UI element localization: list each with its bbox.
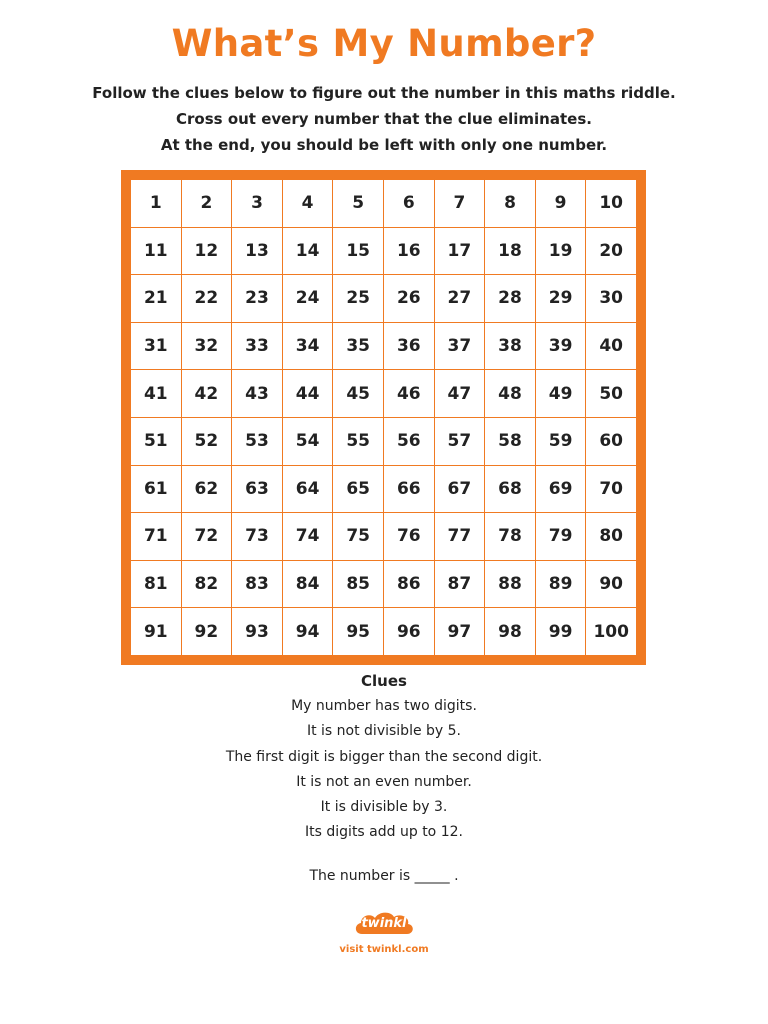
grid-cell[interactable]: 20 (586, 228, 636, 275)
grid-cell[interactable]: 62 (182, 466, 232, 513)
grid-cell[interactable]: 5 (333, 180, 383, 227)
grid-cell[interactable]: 29 (536, 275, 586, 322)
clue-5: It is divisible by 3. (320, 799, 448, 816)
grid-cell[interactable]: 52 (182, 418, 232, 465)
grid-cell[interactable]: 8 (485, 180, 535, 227)
clue-4: It is not an even number. (296, 773, 472, 790)
clue-6: Its digits add up to 12. (305, 824, 463, 841)
grid-cell[interactable]: 56 (384, 418, 434, 465)
grid-cell[interactable]: 67 (435, 466, 485, 513)
grid-cell[interactable]: 35 (333, 323, 383, 370)
grid-cell[interactable]: 48 (485, 370, 535, 417)
grid-cell[interactable]: 36 (384, 323, 434, 370)
grid-cell[interactable]: 47 (435, 370, 485, 417)
grid-cell[interactable]: 91 (131, 608, 181, 655)
instruction-line-3: At the end, you should be left with only one number. (160, 136, 608, 154)
hundred-square-frame (121, 170, 646, 665)
grid-cell[interactable]: 15 (333, 228, 383, 275)
instruction-line-2: Cross out every number that the clue eliminates. (176, 110, 592, 128)
grid-cell[interactable]: 90 (586, 561, 636, 608)
grid-cell[interactable]: 50 (586, 370, 636, 417)
grid-cell[interactable]: 86 (384, 561, 434, 608)
grid-cell[interactable]: 4 (283, 180, 333, 227)
grid-cell[interactable]: 23 (232, 275, 282, 322)
grid-cell[interactable]: 42 (182, 370, 232, 417)
grid-cell[interactable]: 43 (232, 370, 282, 417)
grid-cell[interactable]: 98 (485, 608, 535, 655)
grid-cell[interactable]: 3 (232, 180, 282, 227)
grid-cell[interactable]: 59 (536, 418, 586, 465)
clue-1: My number has two digits. (291, 698, 477, 714)
grid-cell[interactable]: 45 (333, 370, 383, 417)
grid-cell[interactable]: 70 (586, 466, 636, 513)
instruction-line-1: Follow the clues below to figure out the number in this maths riddle. (92, 84, 676, 102)
grid-cell[interactable]: 78 (485, 513, 535, 560)
answer-line: The number is _____ . (309, 868, 459, 884)
twinkl-logo[interactable] (352, 908, 416, 940)
grid-cell[interactable]: 12 (182, 228, 232, 275)
grid-cell[interactable]: 65 (333, 466, 383, 513)
grid-cell[interactable]: 85 (333, 561, 383, 608)
grid-cell[interactable]: 79 (536, 513, 586, 560)
visit-link[interactable]: visit twinkl.com (339, 944, 429, 955)
grid-cell[interactable]: 33 (232, 323, 282, 370)
grid-cell[interactable]: 16 (384, 228, 434, 275)
grid-cell[interactable]: 38 (485, 323, 535, 370)
page-title: What’s My Number? (171, 22, 597, 65)
grid-cell[interactable]: 34 (283, 323, 333, 370)
hundred-square-grid (131, 180, 636, 655)
grid-cell[interactable]: 41 (131, 370, 181, 417)
clue-2: It is not divisible by 5. (306, 723, 462, 740)
grid-cell[interactable]: 17 (435, 228, 485, 275)
grid-cell[interactable]: 49 (536, 370, 586, 417)
grid-cell[interactable]: 80 (586, 513, 636, 560)
grid-cell[interactable]: 11 (131, 228, 181, 275)
grid-cell[interactable]: 7 (435, 180, 485, 227)
grid-cell[interactable]: 84 (283, 561, 333, 608)
grid-cell[interactable]: 55 (333, 418, 383, 465)
grid-cell[interactable]: 97 (435, 608, 485, 655)
logo-text: twinkl (361, 916, 407, 931)
clue-3: The first digit is bigger than the second digit. (225, 748, 543, 765)
grid-cell[interactable]: 100 (586, 608, 636, 655)
grid-cell[interactable]: 30 (586, 275, 636, 322)
grid-cell[interactable]: 39 (536, 323, 586, 370)
grid-cell[interactable]: 31 (131, 323, 181, 370)
clues-list (0, 697, 768, 849)
grid-cell[interactable]: 71 (131, 513, 181, 560)
grid-cell[interactable]: 58 (485, 418, 535, 465)
grid-cell[interactable]: 94 (283, 608, 333, 655)
grid-cell[interactable]: 54 (283, 418, 333, 465)
grid-cell[interactable]: 37 (435, 323, 485, 370)
grid-cell[interactable]: 63 (232, 466, 282, 513)
grid-cell[interactable]: 68 (485, 466, 535, 513)
grid-cell[interactable]: 40 (586, 323, 636, 370)
grid-cell[interactable]: 19 (536, 228, 586, 275)
grid-cell[interactable]: 21 (131, 275, 181, 322)
grid-cell[interactable]: 99 (536, 608, 586, 655)
grid-cell[interactable]: 27 (435, 275, 485, 322)
grid-cell[interactable]: 25 (333, 275, 383, 322)
grid-cell[interactable]: 89 (536, 561, 586, 608)
grid-cell[interactable]: 32 (182, 323, 232, 370)
grid-cell[interactable]: 64 (283, 466, 333, 513)
grid-cell[interactable]: 18 (485, 228, 535, 275)
grid-cell[interactable]: 83 (232, 561, 282, 608)
grid-cell[interactable]: 13 (232, 228, 282, 275)
grid-cell[interactable]: 46 (384, 370, 434, 417)
grid-cell[interactable]: 93 (232, 608, 282, 655)
grid-cell[interactable]: 61 (131, 466, 181, 513)
grid-cell[interactable]: 22 (182, 275, 232, 322)
grid-cell[interactable]: 1 (131, 180, 181, 227)
grid-cell[interactable]: 88 (485, 561, 535, 608)
grid-cell[interactable]: 60 (586, 418, 636, 465)
grid-cell[interactable]: 26 (384, 275, 434, 322)
grid-cell[interactable]: 44 (283, 370, 333, 417)
grid-cell[interactable]: 73 (232, 513, 282, 560)
grid-cell[interactable]: 10 (586, 180, 636, 227)
grid-cell[interactable]: 75 (333, 513, 383, 560)
grid-cell[interactable]: 24 (283, 275, 333, 322)
grid-cell[interactable]: 51 (131, 418, 181, 465)
grid-cell[interactable]: 96 (384, 608, 434, 655)
grid-cell[interactable]: 81 (131, 561, 181, 608)
grid-cell[interactable]: 74 (283, 513, 333, 560)
grid-cell[interactable]: 14 (283, 228, 333, 275)
grid-cell[interactable]: 87 (435, 561, 485, 608)
grid-cell[interactable]: 9 (536, 180, 586, 227)
grid-cell[interactable]: 82 (182, 561, 232, 608)
grid-cell[interactable]: 28 (485, 275, 535, 322)
grid-cell[interactable]: 69 (536, 466, 586, 513)
grid-cell[interactable]: 66 (384, 466, 434, 513)
grid-cell[interactable]: 95 (333, 608, 383, 655)
grid-cell[interactable]: 6 (384, 180, 434, 227)
grid-cell[interactable]: 72 (182, 513, 232, 560)
grid-cell[interactable]: 77 (435, 513, 485, 560)
grid-cell[interactable]: 2 (182, 180, 232, 227)
grid-cell[interactable]: 53 (232, 418, 282, 465)
grid-cell[interactable]: 57 (435, 418, 485, 465)
grid-cell[interactable]: 92 (182, 608, 232, 655)
clues-title: Clues (361, 672, 407, 690)
grid-cell[interactable]: 76 (384, 513, 434, 560)
